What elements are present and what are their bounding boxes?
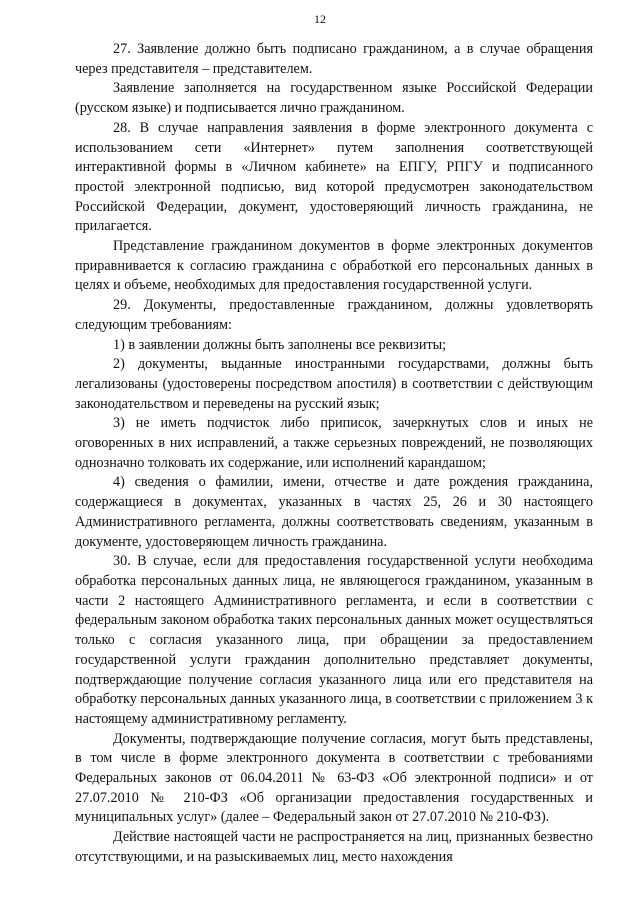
paragraph-28: 28. В случае направления заявления в форме электронного документа с использованием сети «Интернет» путем заполнения соответствующей интерактивной формы в «Личном кабинете» на ЕПГУ, РПГУ и подписанного простой электронной подписью, вид которой предусмотрен законодательством Российской Федерации, документ, удостоверяющий личность гражданина, не прилагается.	[75, 119, 593, 235]
paragraph-29: 29. Документы, предоставленные гражданином, должны удовлетворять следующим требованиям:	[75, 297, 593, 333]
paragraph-consent-documents: Документы, подтверждающие получение согласия, могут быть представлены, в том числе в форме электронного документа в соответствии с требованиями Федеральных законов от 06.04.2011 № 63-ФЗ «Об электронной подписи» и от 27.07.2010 № 210-ФЗ «Об организации предоставления государственных и муниципальных услуг» (далее – Федеральный закон от 27.07.2010 № 210-ФЗ).	[75, 730, 593, 826]
requirement-item-3: 3) не иметь подчисток либо приписок, зачеркнутых слов и иных не оговоренных в них исправлений, а также серьезных повреждений, не позволяющих однозначно толковать их содержание, или исполнений карандашом;	[75, 415, 593, 471]
requirement-item-2: 2) документы, выданные иностранными государствами, должны быть легализованы (удостоверены посредством апостиля) в соответствии с действующим законодательством и переведены на русский язык;	[75, 356, 593, 412]
paragraph-30: 30. В случае, если для предоставления государственной услуги необходима обработка персональных данных лица, не являющегося гражданином, указанным в части 2 настоящего Административного регламента, и если в соответствии с федеральным законом обработка таких персональных данных может осуществляться только с согласия указанного лица, при обращении за предоставлением государственной услуги гражданин дополнительно представляет документы, подтверждающие получение согласия указанного лица или его представителя на обработку персональных данных указанного лица, в соответствии с приложением 3 к настоящему административному регламенту.	[75, 553, 593, 727]
paragraph-27: 27. Заявление должно быть подписано гражданином, а в случае обращения через представителя – представителем.	[75, 41, 593, 77]
requirement-item-4: 4) сведения о фамилии, имени, отчестве и дате рождения гражданина, содержащиеся в документах, указанных в частях 25, 26 и 30 настоящего Административного регламента, должны соответствовать сведениям, указанным в документе, удостоверяющем личность гражданина.	[75, 474, 593, 550]
paragraph-language: Заявление заполняется на государственном языке Российской Федерации (русском языке) и подписывается лично гражданином.	[75, 80, 593, 117]
paragraph-exception: Действие настоящей части не распространяется на лиц, признанных безвестно отсутствующими, и на разыскиваемых лиц, место нахождения	[75, 829, 593, 865]
requirement-item-1: 1) в заявлении должны быть заполнены все реквизиты;	[113, 336, 447, 353]
document-body	[75, 40, 593, 868]
page-number: 12	[314, 12, 326, 26]
paragraph-electronic-consent: Представление гражданином документов в форме электронных документов приравнивается к согласию гражданина с обработкой его персональных данных в целях и объеме, необходимых для предоставления государственной услуги.	[75, 238, 593, 294]
